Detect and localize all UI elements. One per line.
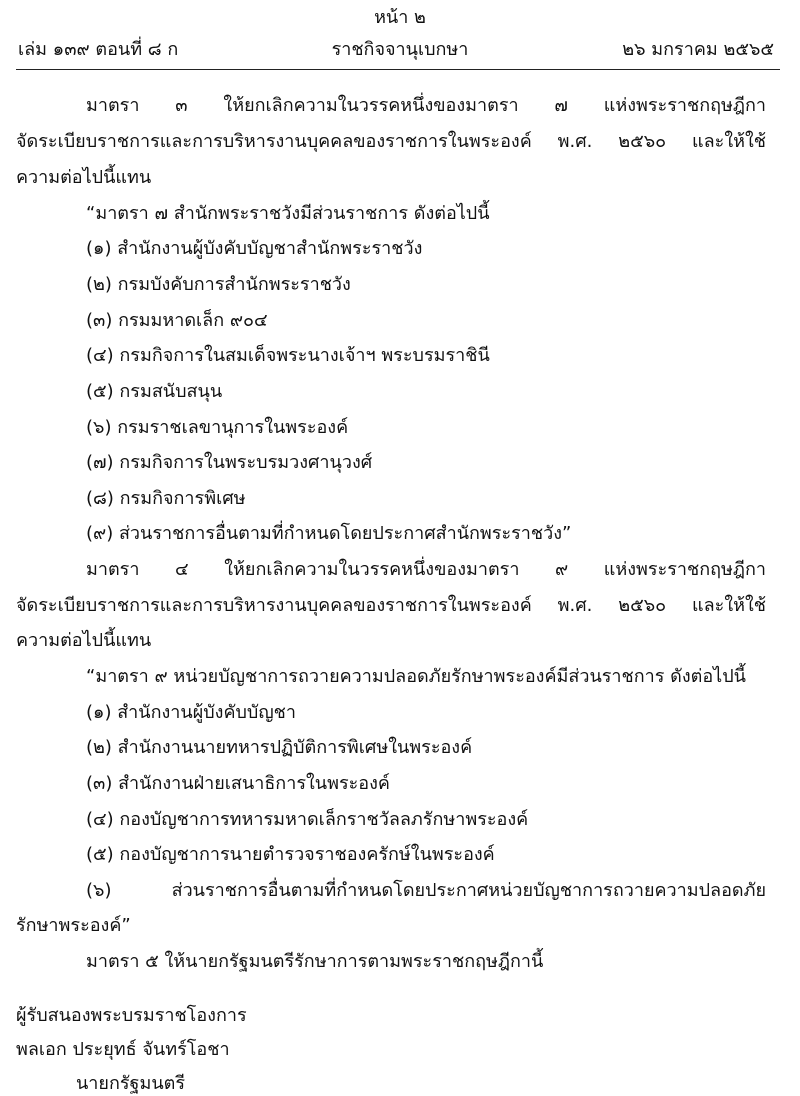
list-item: (๒) กรมบังคับการสำนักพระราชวัง bbox=[86, 274, 351, 295]
list-item: (๓) กรมมหาดเล็ก ๙๐๔ bbox=[86, 310, 268, 331]
list-item: (๕) กรมสนับสนุน bbox=[86, 381, 223, 402]
volume-issue: เล่ม ๑๓๙ ตอนที่ ๘ ก bbox=[18, 39, 179, 60]
list-item: (๒) สำนักงานนายทหารปฏิบัติการพิเศษในพระองค์ bbox=[86, 737, 473, 758]
countersign-label: ผู้รับสนองพระบรมราชโองการ bbox=[16, 1005, 247, 1026]
page-number: หน้า ๒ bbox=[374, 7, 426, 28]
section-7-intro: “มาตรา ๗ สำนักพระราชวังมีส่วนราชการ ดังต่อไปนี้ bbox=[86, 203, 490, 224]
list-item: (๘) กรมกิจการพิเศษ bbox=[86, 488, 246, 509]
list-item: (๖) กรมราชเลขานุการในพระองค์ bbox=[86, 417, 349, 438]
list-item: (๔) กรมกิจการในสมเด็จพระนางเจ้าฯ พระบรมราชินี bbox=[86, 345, 490, 366]
section-3-line-1: มาตรา ๓ ให้ยกเลิกความในวรรคหนึ่งของมาตรา ๗ แห่งพระราชกฤษฎีกา bbox=[86, 95, 766, 116]
section-4-line-3: ความต่อไปนี้แทน bbox=[16, 630, 152, 651]
section-3-line-2: จัดระเบียบราชการและการบริหารงานบุคคลของราชการในพระองค์ พ.ศ. ๒๕๖๐ และให้ใช้ bbox=[16, 131, 766, 152]
list-item: (๙) ส่วนราชการอื่นตามที่กำหนดโดยประกาศสำนักพระราชวัง” bbox=[86, 523, 572, 544]
list-item: (๕) กองบัญชาการนายตำรวจราชองครักษ์ในพระองค์ bbox=[86, 844, 495, 865]
publication-date: ๒๖ มกราคม ๒๕๖๕ bbox=[622, 39, 774, 60]
section-4-line-2: จัดระเบียบราชการและการบริหารงานบุคคลของราชการในพระองค์ พ.ศ. ๒๕๖๐ และให้ใช้ bbox=[16, 595, 766, 616]
section-4-line-1: มาตรา ๔ ให้ยกเลิกความในวรรคหนึ่งของมาตรา ๙ แห่งพระราชกฤษฎีกา bbox=[86, 559, 766, 580]
list-item: (๗) กรมกิจการในพระบรมวงศานุวงศ์ bbox=[86, 452, 373, 473]
section-5-line: มาตรา ๕ ให้นายกรัฐมนตรีรักษาการตามพระราชกฤษฎีกานี้ bbox=[86, 951, 544, 972]
section-3-line-3: ความต่อไปนี้แทน bbox=[16, 167, 152, 188]
list-item: (๓) สำนักงานฝ่ายเสนาธิการในพระองค์ bbox=[86, 773, 390, 794]
list-item: (๑) สำนักงานผู้บังคับบัญชา bbox=[86, 702, 297, 723]
list-item: (๖) ส่วนราชการอื่นตามที่กำหนดโดยประกาศหน่วยบัญชาการถวายความปลอดภัย bbox=[86, 880, 766, 901]
signatory-position: นายกรัฐมนตรี bbox=[76, 1073, 185, 1094]
list-item: (๑) สำนักงานผู้บังคับบัญชาสำนักพระราชวัง bbox=[86, 238, 423, 259]
list-item-continuation: รักษาพระองค์” bbox=[16, 915, 131, 936]
header-divider bbox=[16, 69, 780, 70]
list-item: (๔) กองบัญชาการทหารมหาดเล็กราชวัลลภรักษาพระองค์ bbox=[86, 809, 529, 830]
publication-title: ราชกิจจานุเบกษา bbox=[331, 39, 469, 60]
section-9-intro: “มาตรา ๙ หน่วยบัญชาการถวายความปลอดภัยรักษาพระองค์มีส่วนราชการ ดังต่อไปนี้ bbox=[86, 666, 746, 687]
signatory-name: พลเอก ประยุทธ์ จันทร์โอชา bbox=[16, 1039, 230, 1060]
